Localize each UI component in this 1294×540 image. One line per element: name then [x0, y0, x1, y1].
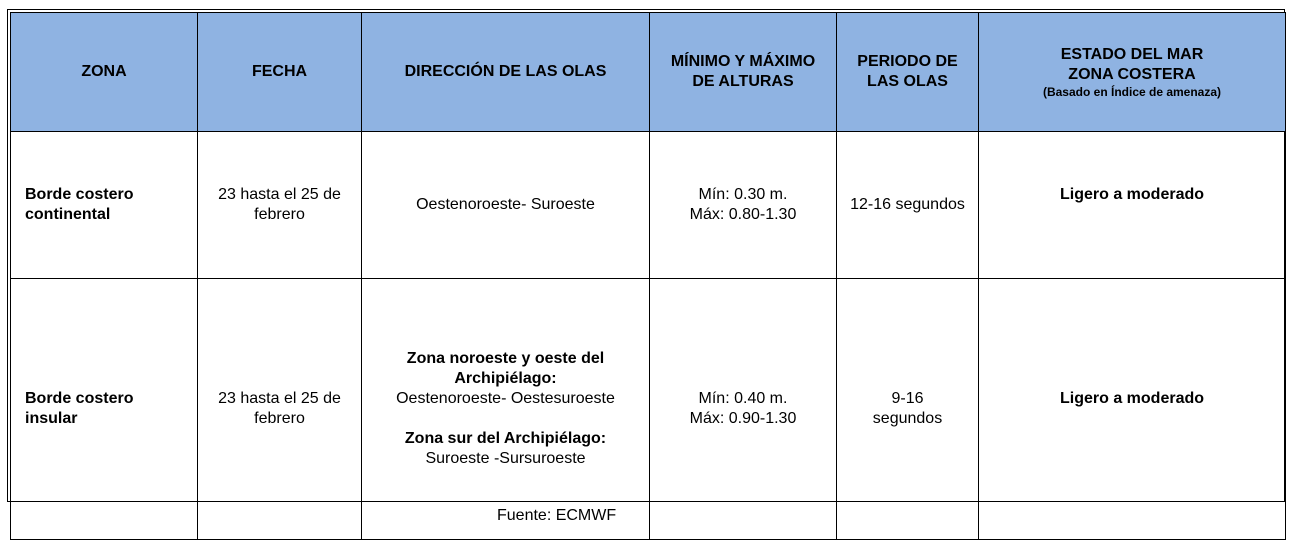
- header-estado-line1: ESTADO DEL MAR: [1060, 45, 1204, 63]
- zona-line2: insular: [25, 410, 78, 427]
- altura-min: Mín: 0.30 m.: [698, 186, 788, 203]
- table-row: [11, 132, 1286, 279]
- direccion-zona-a-title: Zona noroeste y oeste del: [406, 350, 605, 367]
- header-alturas: [650, 13, 837, 132]
- estado-cell: Ligero a moderado: [979, 132, 1286, 279]
- header-periodo-line1: PERIODO DE: [857, 53, 958, 70]
- source-caption: Fuente: ECMWF: [497, 507, 617, 524]
- altura-max: Máx: 0.90-1.30: [689, 410, 797, 427]
- zona-cell: [11, 279, 198, 540]
- direccion-zona-b-value: Suroeste -Sursuroeste: [425, 450, 586, 467]
- altura-min: Mín: 0.40 m.: [698, 390, 788, 407]
- header-fecha: FECHA: [198, 13, 362, 132]
- header-zona: ZONA: [11, 13, 198, 132]
- altura-max: Máx: 0.80-1.30: [689, 206, 797, 223]
- sea-state-table: [10, 12, 1286, 540]
- direccion-zona-a-value: Oestenoroeste- Oestesuroeste: [396, 390, 615, 407]
- fecha-cell: [198, 279, 362, 540]
- fecha-line2: febrero: [254, 206, 305, 223]
- header-periodo-line2: LAS OLAS: [867, 73, 948, 90]
- header-estado-note: (Basado en Índice de amenaza): [1042, 84, 1222, 99]
- zona-cell: [11, 132, 198, 279]
- direccion-cell: Oestenoroeste- Suroeste: [362, 132, 650, 279]
- periodo-line2: segundos: [872, 410, 943, 427]
- zona-line1: Borde costero: [25, 390, 134, 407]
- header-estado-line2: ZONA COSTERA: [1068, 65, 1196, 83]
- zona-line1: Borde costero: [25, 186, 134, 203]
- header-periodo: [837, 13, 979, 132]
- fecha-cell: [198, 132, 362, 279]
- header-direccion: DIRECCIÓN DE LAS OLAS: [362, 13, 650, 132]
- periodo-line1: 9-16: [891, 390, 924, 407]
- zona-line2: continental: [25, 206, 111, 223]
- header-estado: [979, 13, 1286, 132]
- spacer: [372, 409, 639, 429]
- direccion-cell: [362, 279, 650, 540]
- estado-cell: Ligero a moderado: [979, 279, 1286, 540]
- alturas-cell: [650, 132, 837, 279]
- periodo-cell: [837, 279, 979, 540]
- fecha-line1: 23 hasta el 25 de: [218, 390, 341, 407]
- table-row: [11, 279, 1286, 540]
- periodo-cell: 12-16 segundos: [837, 132, 979, 279]
- alturas-cell: [650, 279, 837, 540]
- direccion-zona-b-title: Zona sur del Archipiélago:: [404, 430, 607, 447]
- header-alturas-line2: DE ALTURAS: [692, 73, 794, 90]
- fecha-line2: febrero: [254, 410, 305, 427]
- direccion-zona-a-title2: Archipiélago:: [454, 370, 557, 387]
- header-row: [11, 13, 1286, 132]
- header-alturas-line1: MÍNIMO Y MÁXIMO: [670, 53, 816, 70]
- fecha-line1: 23 hasta el 25 de: [218, 186, 341, 203]
